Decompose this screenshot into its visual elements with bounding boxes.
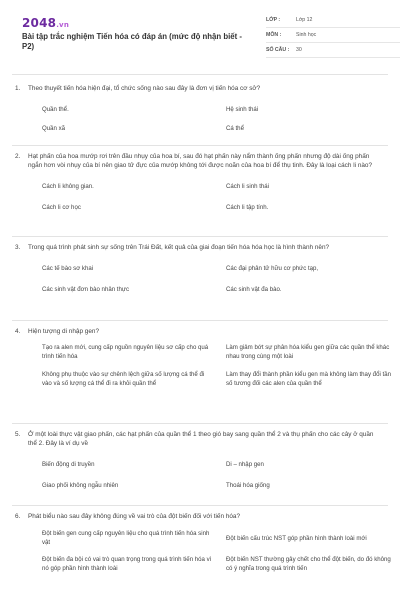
answer-option[interactable]: Các tế bào sơ khai: [42, 265, 94, 273]
answer-option[interactable]: Quần thể.: [42, 106, 69, 114]
answer-option[interactable]: Biến động di truyền: [42, 460, 95, 468]
answer-option[interactable]: Cách li không gian.: [42, 182, 94, 190]
answer-options: [12, 529, 391, 573]
answer-option[interactable]: Đột biến đa bội có vai trò quan trọng trong quá trình tiến hóa vì nó góp phần hình thành loài: [42, 556, 212, 573]
question-head: [12, 84, 388, 93]
answer-option[interactable]: Di – nhập gen: [226, 460, 264, 468]
answer-option[interactable]: Các sinh vật đa bào.: [226, 286, 282, 294]
meta-label: LỚP :: [266, 17, 281, 23]
question-text: Hiện tượng di nhập gen?: [28, 328, 100, 335]
meta-row-count: [266, 43, 400, 58]
question-6: [12, 506, 391, 596]
answer-option[interactable]: Làm thay đổi thành phần kiểu gen mà không làm thay đổi tần số tương đối các alen của quần thể: [226, 371, 391, 388]
answer-option[interactable]: Làm giảm bớt sự phân hóa kiểu gen giữa các quần thể khác nhau trong cùng một loài: [226, 344, 390, 361]
answer-option[interactable]: Đột biến NST thường gây chết cho thể đột biến, do đó không có ý nghĩa trong quá trình tiến: [226, 556, 391, 573]
meta-value: 30: [296, 47, 302, 53]
question-head: [12, 152, 388, 171]
question-1: [12, 76, 388, 146]
question-head: [12, 243, 388, 252]
site-logo[interactable]: [22, 16, 69, 30]
page-title: Bài tập trắc nghiệm Tiến hóa có đáp án (mức độ nhận biết - P2): [22, 32, 242, 51]
meta-row-subject: [266, 28, 400, 43]
meta-row-class: [266, 13, 400, 28]
answer-options: [12, 343, 391, 388]
answer-options: [12, 182, 388, 212]
question-4: [12, 321, 391, 424]
meta-value: Sinh học: [296, 32, 317, 38]
meta-value: Lớp 12: [296, 17, 313, 23]
answer-option[interactable]: Cách li cơ học: [42, 203, 81, 211]
question-number: 1.: [15, 85, 21, 92]
question-text: Ở một loài thực vật giao phấn, các hạt phấn của quần thể 1 theo gió bay sang quần thể 2 và thụ phấn cho các cây ở quần thể 2. Đây là ví dụ về: [28, 431, 374, 448]
answer-option[interactable]: Cách li sinh thái: [226, 182, 270, 190]
question-number: 5.: [15, 431, 21, 438]
answer-option[interactable]: Cách li tập tính.: [226, 203, 269, 211]
question-2: [12, 146, 388, 237]
question-text: Theo thuyết tiến hóa hiện đại, tổ chức sống nào sau đây là đơn vị tiến hóa cơ sở?: [28, 85, 261, 92]
answer-option[interactable]: Quần xã: [42, 125, 66, 133]
question-3: [12, 237, 388, 321]
answer-options: [12, 264, 388, 294]
question-5: [12, 424, 388, 506]
question-list: [12, 76, 391, 596]
question-text: Hạt phấn của hoa mướp rơi trên đầu nhụy của hoa bí, sau đó hạt phấn này nẩm thành ống phấn nhưng độ dài ống phấn ngắn hơn vòi nhụy của bí nên giao tử đực của mướp không tới được noãn của hoa bí để thụ tinh. Đây là loại cách li nào?: [28, 153, 373, 170]
logo-main: 2048: [22, 16, 57, 30]
answer-option[interactable]: Tạo ra alen mới, cung cấp nguồn nguyên liệu sơ cấp cho quá trình tiến hóa: [42, 344, 209, 361]
answer-option[interactable]: Hệ sinh thái: [226, 106, 259, 114]
answer-options: [12, 460, 388, 490]
question-text: Trong quá trình phát sinh sự sống trên Trái Đất, kết quả của giai đoạn tiến hóa hóa học là hình thành nên?: [28, 244, 330, 251]
answer-option[interactable]: Các đại phân tử hữu cơ phức tạp,: [226, 265, 319, 273]
answer-option[interactable]: Đột biến cấu trúc NST góp phần hình thành loài mới: [226, 534, 367, 542]
answer-option[interactable]: Các sinh vật đơn bào nhân thực: [42, 286, 130, 294]
question-number: 3.: [15, 244, 21, 251]
logo-suffix: .vn: [56, 21, 70, 29]
answer-option[interactable]: Không phụ thuộc vào sự chênh lệch giữa số lượng cá thể đi vào và số lượng cá thể đi ra khỏi quần thể: [42, 371, 205, 388]
question-head: [12, 512, 388, 521]
meta-label: MÔN :: [266, 32, 282, 38]
answer-options: [12, 105, 388, 133]
question-number: 6.: [15, 513, 21, 520]
question-head: [12, 430, 388, 449]
answer-option[interactable]: Giao phối không ngẫu nhiên: [42, 481, 119, 489]
question-number: 4.: [15, 328, 21, 335]
answer-option[interactable]: Cá thể: [226, 125, 244, 133]
question-text: Phát biểu nào sau đây không đúng về vai trò của đột biến đối với tiến hóa?: [28, 513, 241, 520]
question-number: 2.: [15, 153, 21, 160]
question-head: [12, 327, 388, 336]
answer-option[interactable]: Thoái hóa giống: [226, 481, 270, 489]
meta-info: [266, 13, 400, 58]
header: [12, 0, 388, 75]
answer-option[interactable]: Đột biến gen cung cấp nguyên liệu cho quá trình tiến hóa sinh vật: [42, 530, 210, 547]
meta-label: SỐ CÂU :: [266, 47, 290, 53]
